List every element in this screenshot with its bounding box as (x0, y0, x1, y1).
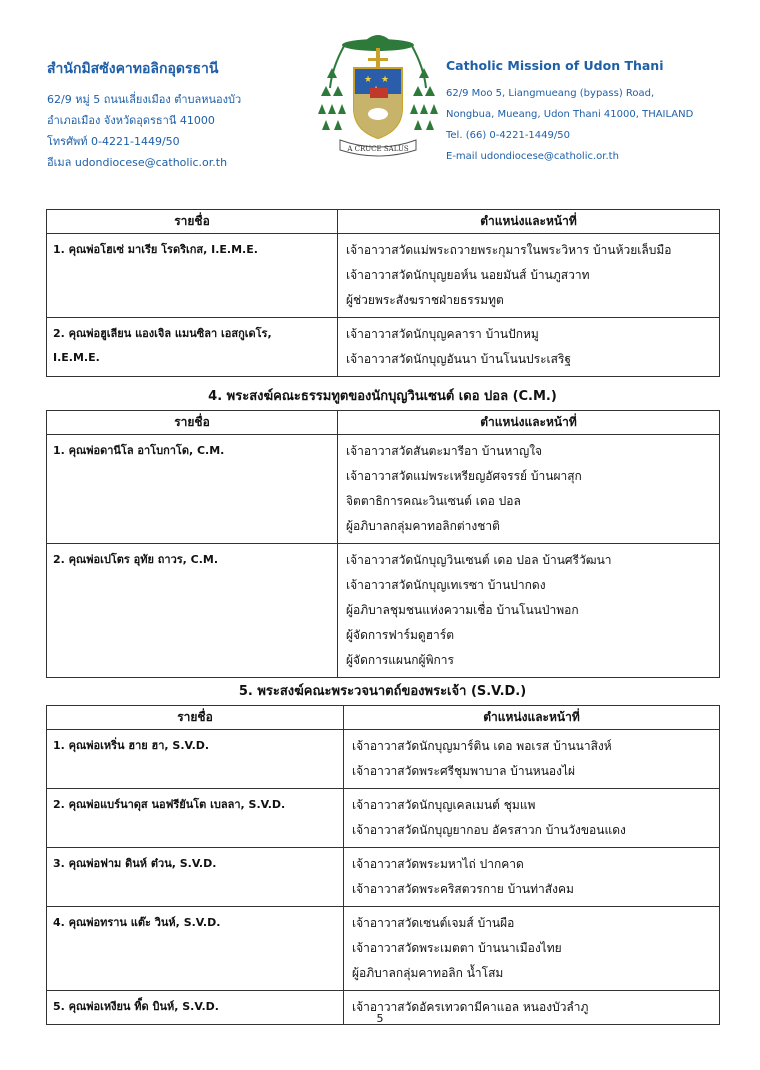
role-item: เจ้าอาวาสวัดนักบุญคลารา บ้านปักหมู (346, 327, 539, 341)
section-5-title: 5. พระสงฆ์คณะพระวจนาตถ์ของพระเจ้า (S.V.D.) (238, 684, 527, 699)
role-item: ผู้อภิบาลชุมชนแห่งความเชื่อ บ้านโนนป่าพอก (346, 603, 579, 617)
role-item: เจ้าอาวาสวัดนักบุญเคลเมนต์ ชุมแพ (352, 798, 536, 812)
priest-roles (344, 907, 720, 991)
priest-roles (338, 435, 720, 544)
org-name-english: Catholic Mission of Udon Thani (446, 58, 664, 73)
role-item: ผู้จัดการแผนกผู้พิการ (346, 653, 454, 667)
role-item: เจ้าอาวาสวัดพระคริสตวรกาย บ้านท่าสังคม (352, 882, 574, 896)
role-item: ผู้ช่วยพระสังฆราชฝ่ายธรรมทูต (346, 293, 504, 307)
phone-english: Tel. (66) 0-4221-1449/50 (446, 130, 570, 141)
role-item: ผู้จัดการฟาร์มดูฮาร์ต (346, 628, 454, 642)
priest-name (47, 318, 338, 377)
role-item: เจ้าอาวาสวัดสันตะมารีอา บ้านหาญใจ (346, 444, 543, 458)
priest-name: 4. คุณพ่อทราน แต๊ะ วินห์, S.V.D. (47, 907, 344, 991)
role-item: เจ้าอาวาสวัดนักบุญยอห์น นอยมันส์ บ้านภูสวาท (346, 268, 590, 282)
table-row (47, 789, 720, 848)
role-item: เจ้าอาวาสวัดแม่พระเหรียญอัศจรรย์ บ้านผาสุก (346, 469, 582, 483)
priest-roles (344, 848, 720, 907)
table-cm-priests (46, 410, 720, 678)
table-row (47, 435, 720, 544)
table-row (47, 544, 720, 678)
priest-name: 2. คุณพ่อเปโตร อุทัย ถาวร, C.M. (47, 544, 338, 678)
priest-roles (338, 544, 720, 678)
address-english-line-2: Nongbua, Mueang, Udon Thani 41000, THAILAND (446, 109, 694, 120)
diocese-coat-of-arms (318, 28, 438, 160)
column-header-name: รายชื่อ (47, 210, 338, 234)
phone-thai: โทรศัพท์ 0-4221-1449/50 (47, 135, 180, 148)
table-header-row (47, 210, 720, 234)
priest-roles (344, 730, 720, 789)
letterhead-english (446, 58, 746, 167)
table-row (47, 730, 720, 789)
table-header-row (47, 411, 720, 435)
role-item: ผู้อภิบาลกลุ่มคาทอลิกต่างชาติ (346, 519, 500, 533)
role-item: เจ้าอาวาสวัดอัครเทวดามีคาแอล หนองบัวลำภู (352, 1000, 589, 1014)
table-header-row (47, 706, 720, 730)
role-item: เจ้าอาวาสวัดนักบุญยากอบ อัครสาวก บ้านวังขอนแดง (352, 823, 626, 837)
role-item: เจ้าอาวาสวัดนักบุญวินเซนต์ เดอ ปอล บ้านศรีวัฒนา (346, 553, 612, 567)
role-item: เจ้าอาวาสวัดนักบุญอันนา บ้านโนนประเสริฐ (346, 352, 572, 366)
role-item: เจ้าอาวาสวัดนักบุญเทเรซา บ้านปากดง (346, 578, 546, 592)
priest-name: 1. คุณพ่อดานีโล อาโบกาโด, C.M. (47, 435, 338, 544)
role-item: จิตตาธิการคณะวินเซนต์ เดอ ปอล (346, 494, 521, 508)
priest-name: 5. คุณพ่อเหงียน ทิ็ด บินห์, S.V.D. (47, 991, 344, 1025)
address-thai-line-1: 62/9 หมู่ 5 ถนนเลี่ยงเมือง ตำบลหนองบัว (47, 93, 242, 106)
column-header-roles: ตำแหน่งและหน้าที่ (344, 706, 720, 730)
coat-of-arms-icon (318, 28, 438, 160)
address-english-line-1: 62/9 Moo 5, Liangmueang (bypass) Road, (446, 88, 655, 99)
column-header-name: รายชื่อ (47, 411, 338, 435)
priest-name: 1. คุณพ่อเหริ่น ฮาย ฮา, S.V.D. (47, 730, 344, 789)
svg-text:★: ★ (381, 75, 390, 85)
priest-name-line-2: I.E.M.E. (53, 351, 100, 364)
role-item: ผู้อภิบาลกลุ่มคาทอลิก น้ำโสม (352, 966, 504, 980)
email-thai: อีเมล udondiocese@catholic.or.th (47, 156, 228, 169)
column-header-name: รายชื่อ (47, 706, 344, 730)
priest-roles (338, 318, 720, 377)
table-row (47, 848, 720, 907)
letterhead-thai (47, 58, 337, 173)
column-header-roles: ตำแหน่งและหน้าที่ (338, 411, 720, 435)
priest-name-line-1: 2. คุณพ่อฮูเลียน แองเจิล แมนซิลา เอสกูเดโร, (53, 327, 272, 340)
role-item: เจ้าอาวาสวัดพระศรีชุมพาบาล บ้านหนองไผ่ (352, 764, 576, 778)
priest-name: 2. คุณพ่อแบร์นาดุส นอฟรียันโต เบลลา, S.V.D. (47, 789, 344, 848)
table-svd-priests (46, 705, 720, 1025)
priest-name: 1. คุณพ่อโฮเซ่ มาเรีย โรดริเกส, I.E.M.E. (47, 234, 338, 318)
org-name-thai: สำนักมิสซังคาทอลิกอุดรธานี (47, 61, 219, 77)
role-item: เจ้าอาวาสวัดพระเมตตา บ้านนาเมืองไทย (352, 941, 562, 955)
table-row (47, 318, 720, 377)
priest-name: 3. คุณพ่อฟาม ดินห์ ต๋วน, S.V.D. (47, 848, 344, 907)
role-item: เจ้าอาวาสวัดพระมหาไถ่ ปากคาด (352, 857, 524, 871)
role-item: เจ้าอาวาสวัดแม่พระถวายพระกุมารในพระวิหาร บ้านห้วยเล็บมือ (346, 243, 672, 257)
svg-text:★: ★ (364, 75, 373, 85)
section-4-title: 4. พระสงฆ์คณะธรรมทูตของนักบุญวินเซนต์ เดอ ปอล (C.M.) (208, 389, 557, 404)
priest-roles (338, 234, 720, 318)
table-row (47, 907, 720, 991)
crest-motto: A CRUCE SALUS (347, 145, 409, 153)
priest-roles (344, 789, 720, 848)
email-english: E-mail udondiocese@catholic.or.th (446, 151, 619, 162)
role-item: เจ้าอาวาสวัดเซนต์เจมส์ บ้านผือ (352, 916, 515, 930)
role-item: เจ้าอาวาสวัดนักบุญมาร์ติน เดอ พอเรส บ้านนาสิงห์ (352, 739, 612, 753)
page-number: 5 (376, 1012, 384, 1025)
column-header-roles: ตำแหน่งและหน้าที่ (338, 210, 720, 234)
table-row (47, 234, 720, 318)
address-thai-line-2: อำเภอเมือง จังหวัดอุดรธานี 41000 (47, 114, 215, 127)
table-iem-priests (46, 209, 720, 377)
